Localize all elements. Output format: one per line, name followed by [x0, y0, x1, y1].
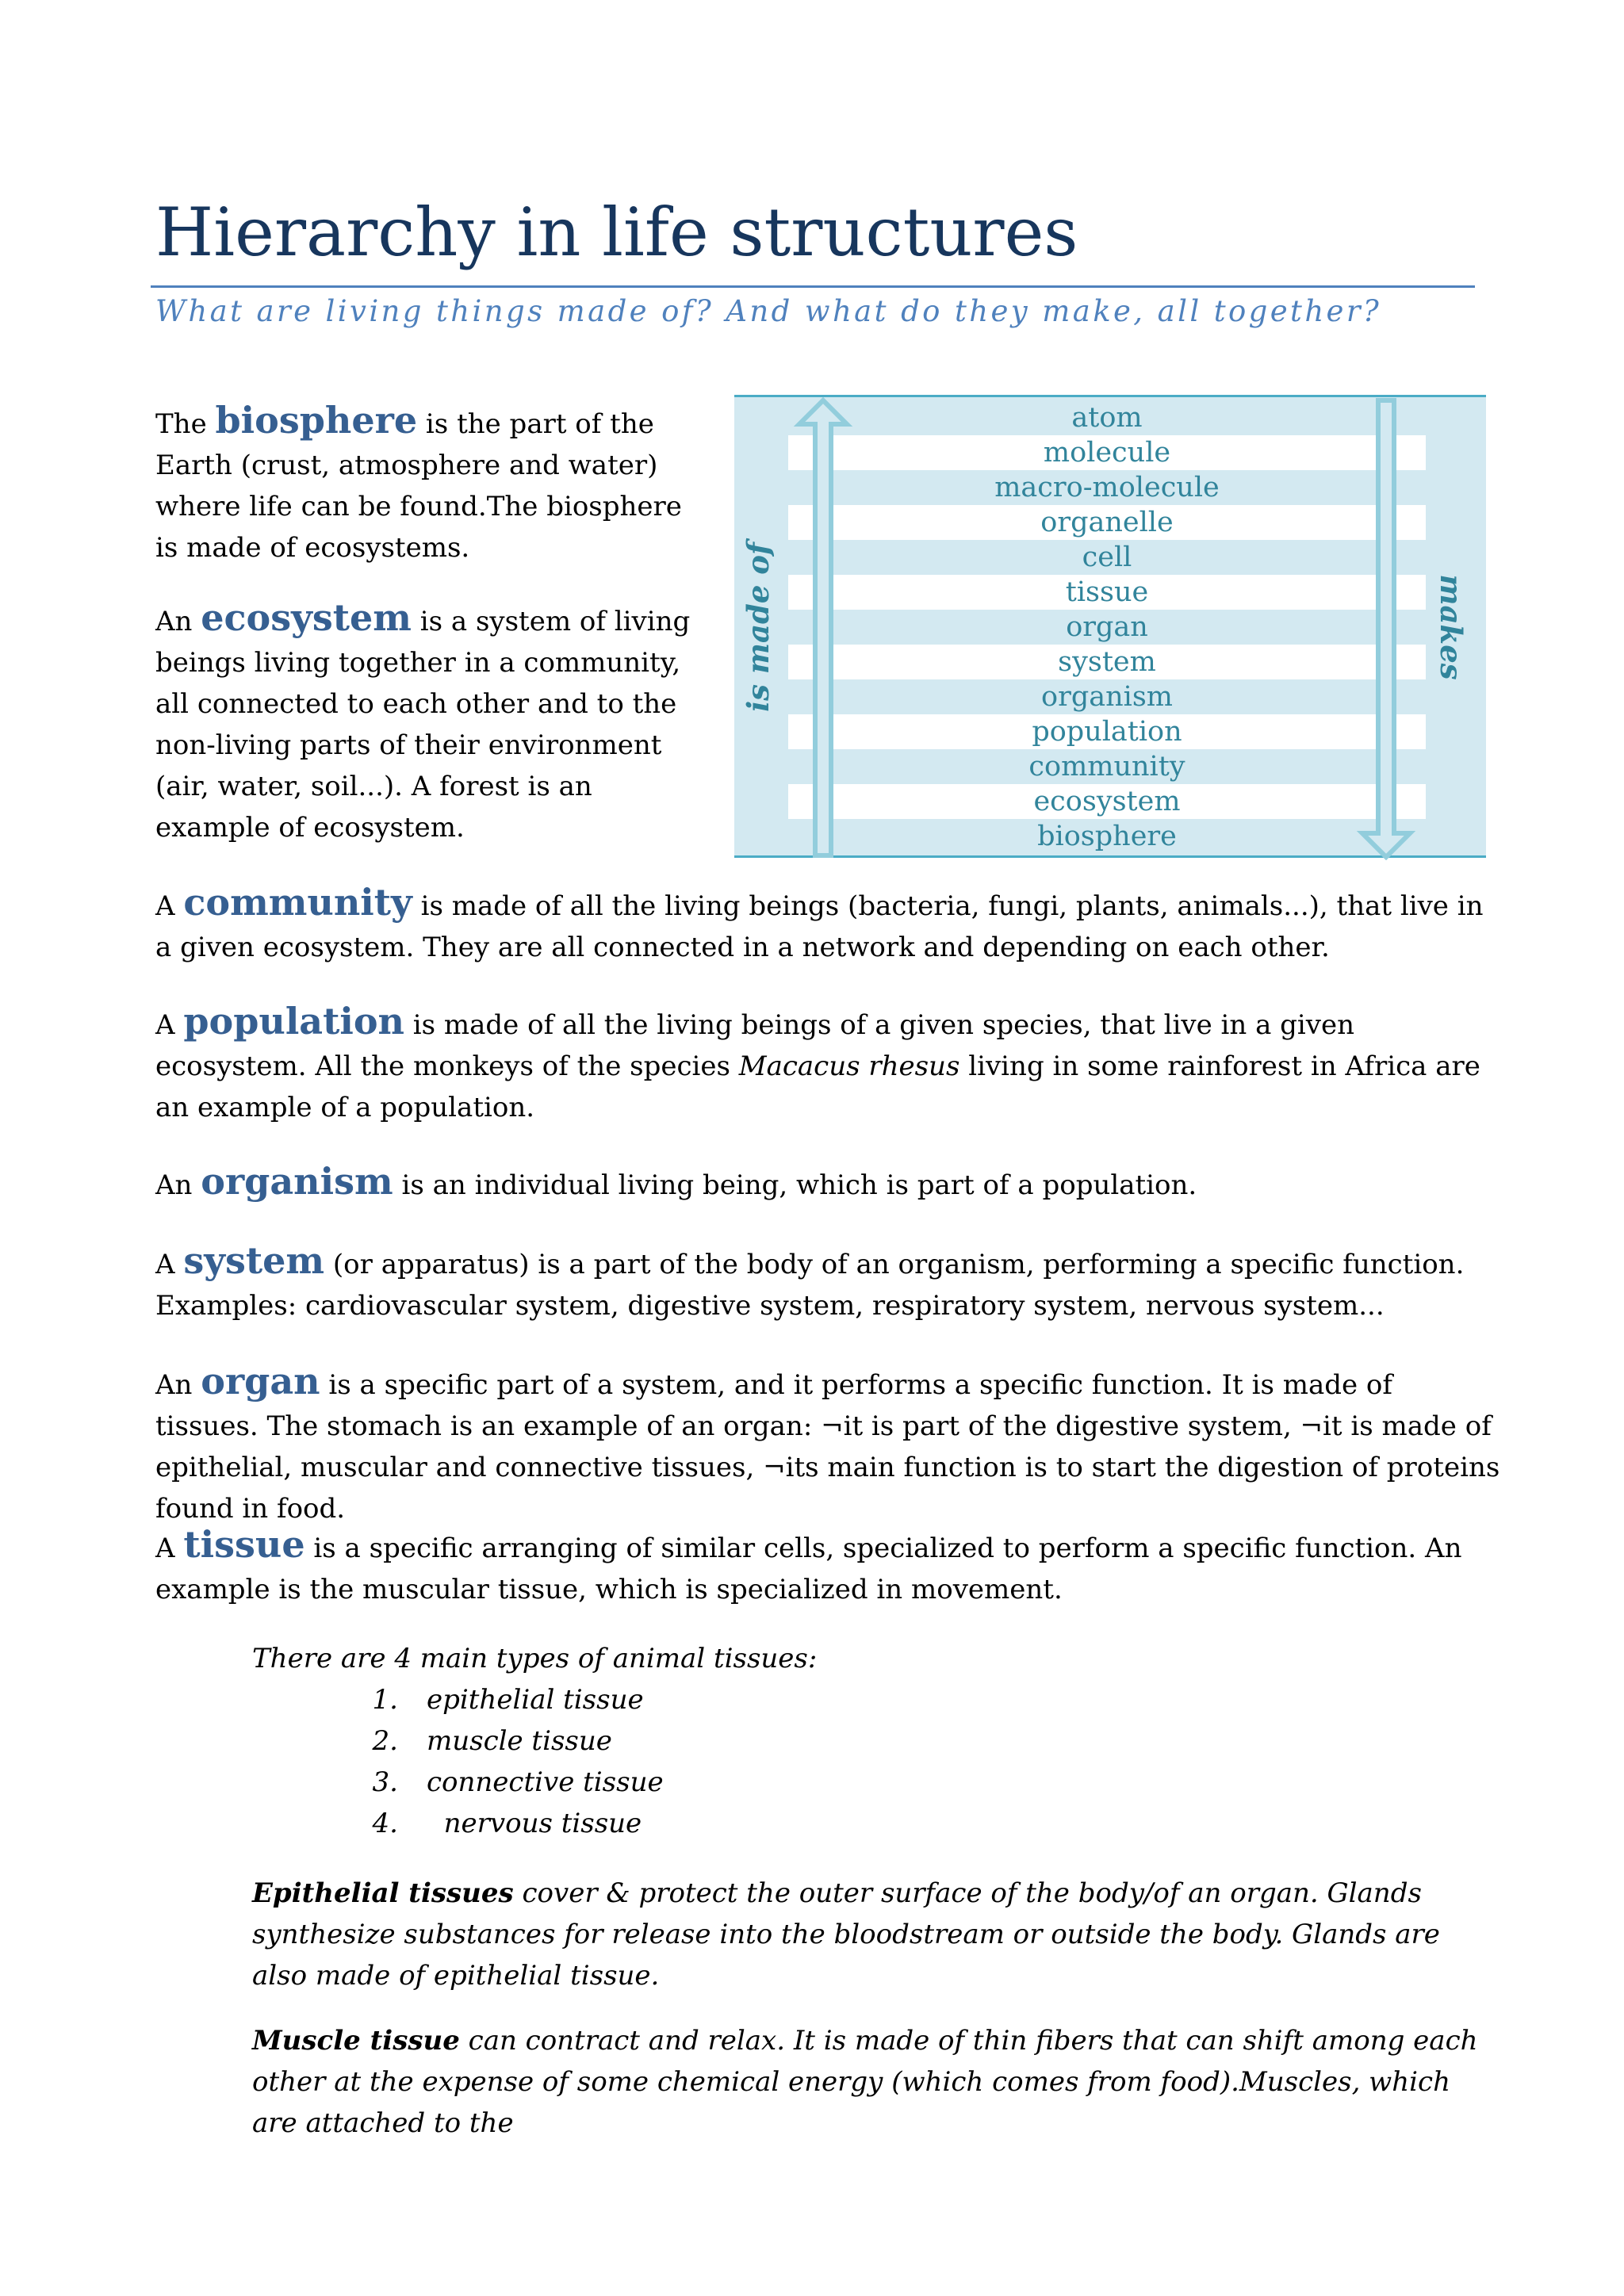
text-fragment: The	[155, 408, 216, 440]
list-number: 1.	[372, 1684, 398, 1716]
keyword-tissue: tissue	[183, 1523, 305, 1566]
keyword-system: system	[183, 1239, 325, 1282]
community-paragraph	[155, 882, 1496, 968]
list-number: 3.	[372, 1766, 398, 1798]
intro-section	[155, 400, 710, 848]
text-fragment: A	[155, 1009, 184, 1041]
hierarchy-diagram	[734, 395, 1486, 858]
muscle-paragraph	[252, 2020, 1497, 2144]
text-fragment: living in some rainforest in Africa are an example of a population.	[155, 1050, 1480, 1123]
text-fragment: can contract and relax. It is made of thin fibers that can shift among each other at the expense of some chemical energy (which comes from food).Muscles, which are attached to the	[252, 2025, 1478, 2139]
down-arrow-icon	[1362, 400, 1410, 857]
keyword-biosphere: biosphere	[215, 399, 418, 442]
title-underline	[151, 285, 1475, 288]
hierarchy-level: cell	[1082, 541, 1132, 573]
text-fragment: (or apparatus) is a part of the body of an organism, performing a specific function. Examples: cardiovascular system, digestive system, respiratory system, nervous system...	[155, 1249, 1465, 1322]
list-item	[347, 1803, 1489, 1844]
keyword-community: community	[183, 881, 412, 924]
text-fragment: cover & protect the outer surface of the body/of an organ. Glands synthesize substances for release into the bloodstream or outside the body. Glands are also made of epithelial tissue.	[252, 1877, 1440, 1992]
population-paragraph	[155, 1001, 1496, 1128]
list-label: epithelial tissue	[427, 1684, 644, 1716]
text-fragment: An	[155, 1169, 201, 1201]
keyword-organism: organism	[201, 1160, 393, 1203]
text-fragment: is made of all the living beings of a given species, that live in a given ecosystem. All the monkeys of the species	[155, 1009, 1355, 1082]
text-fragment: is the part of the Earth (crust, atmosphere and water) where life can be found.The biosphere is made of ecosystems.	[155, 408, 682, 564]
list-item	[347, 1720, 1489, 1762]
page-title: Hierarchy in life structures	[155, 193, 1078, 271]
text-fragment: is an individual living being, which is part of a population.	[393, 1169, 1197, 1201]
epithelial-paragraph	[252, 1873, 1497, 1996]
organ-paragraph	[155, 1360, 1503, 1529]
muscle-term: Muscle tissue	[252, 2025, 460, 2057]
text-fragment: An	[155, 606, 201, 637]
hierarchy-level: tissue	[788, 575, 1426, 610]
text-fragment: is a system of living beings living together in a community, all connected to each other and to the non-living parts of their environment (air, water, soil...). A forest is an example of ecosystem.	[155, 606, 691, 844]
list-item	[347, 1762, 1489, 1803]
tissue-types-section	[252, 1638, 1489, 1844]
tissue-paragraph	[155, 1524, 1496, 1610]
text-fragment: is a specific part of a system, and it performs a specific function. It is made of tissues. The stomach is an example of an organ: ¬it is part of the digestive system, ¬it is made of epithelial, muscular and connective tissues, ¬its main function is to start the digestion of proteins found in food.	[155, 1369, 1500, 1525]
hierarchy-level: community	[1028, 751, 1185, 783]
is-made-of-label: is made of	[741, 542, 776, 712]
hierarchy-level: macro-molecule	[994, 472, 1220, 503]
text-fragment: A	[155, 1533, 184, 1564]
hierarchy-level: biosphere	[1037, 821, 1177, 852]
list-label: nervous tissue	[427, 1808, 642, 1839]
tissue-types-list	[252, 1679, 1489, 1844]
keyword-organ: organ	[201, 1360, 320, 1402]
hierarchy-level: population	[788, 714, 1426, 749]
hierarchy-level: ecosystem	[788, 784, 1426, 819]
text-fragment: is made of all the living beings (bacteria, fungi, plants, animals...), that live in a given ecosystem. They are all connected in a network and depending on each other.	[155, 890, 1484, 963]
list-label: muscle tissue	[427, 1725, 612, 1757]
text-fragment: A	[155, 1249, 184, 1280]
text-fragment: An	[155, 1369, 201, 1401]
list-label: connective tissue	[427, 1766, 664, 1798]
epithelial-term: Epithelial tissues	[252, 1877, 514, 1909]
tissue-types-intro: There are 4 main types of animal tissues:	[252, 1643, 818, 1674]
species-name: Macacus rhesus	[738, 1050, 960, 1082]
system-paragraph	[155, 1240, 1496, 1326]
keyword-population: population	[183, 1000, 404, 1043]
up-arrow-icon	[799, 400, 847, 855]
hierarchy-level: organism	[1041, 681, 1173, 713]
list-number: 4.	[372, 1808, 398, 1839]
text-fragment: A	[155, 890, 184, 922]
keyword-ecosystem: ecosystem	[201, 596, 412, 639]
hierarchy-level: organ	[1066, 611, 1148, 643]
list-number: 2.	[372, 1725, 398, 1757]
biosphere-paragraph	[155, 400, 710, 568]
hierarchy-level: organelle	[788, 505, 1426, 540]
organism-paragraph	[155, 1161, 1496, 1206]
hierarchy-level: system	[788, 645, 1426, 679]
ecosystem-paragraph	[155, 597, 710, 848]
text-fragment: is a specific arranging of similar cells, specialized to perform a specific function. An example is the muscular tissue, which is specialized in movement.	[155, 1533, 1462, 1605]
hierarchy-level: atom	[1071, 402, 1143, 434]
hierarchy-level: molecule	[788, 435, 1426, 470]
arrows-layer	[734, 397, 1486, 860]
makes-label: makes	[1434, 574, 1469, 680]
list-item	[347, 1679, 1489, 1720]
page-subtitle: What are living things made of? And what do they make, all together?	[155, 294, 1382, 328]
